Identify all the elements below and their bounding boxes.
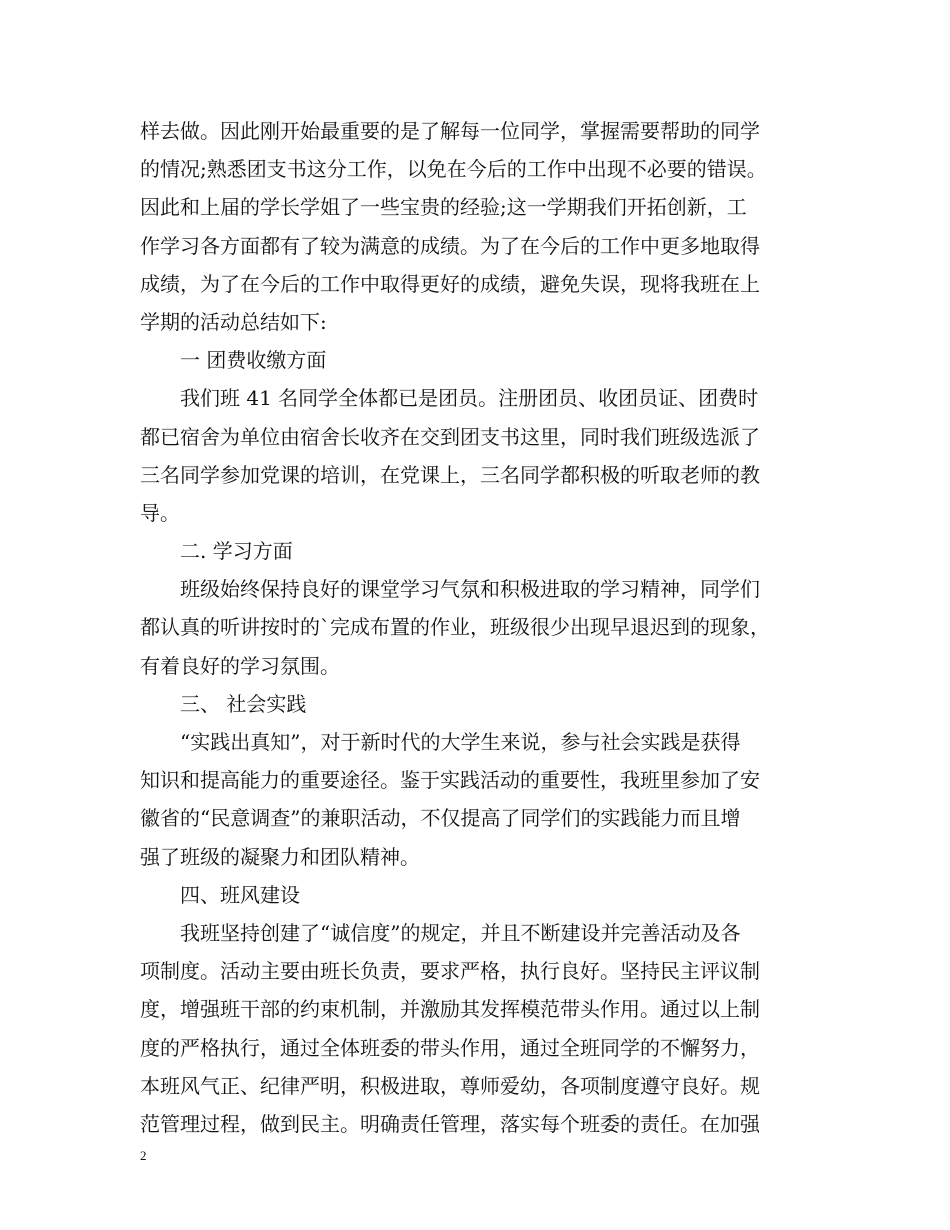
text-line: 知识和提高能力的重要途径。鉴于实践活动的重要性，我班里参加了安 <box>140 768 760 793</box>
text-line: 度，增强班干部的约束机制，并激励其发挥模范带头作用。通过以上制 <box>140 997 760 1022</box>
text-line: 导。 <box>140 500 180 525</box>
text-line: 学期的活动总结如下: <box>140 309 327 334</box>
text-line: 我们班 41 名同学全体都已是团员。注册团员、收团员证、团费时 <box>180 386 759 411</box>
text-line: 二. 学习方面 <box>180 539 293 564</box>
text-line: 成绩，为了在今后的工作中取得更好的成绩，避免失误，现将我班在上 <box>140 271 760 296</box>
text-line: 项制度。活动主要由班长负责，要求严格，执行良好。坚持民主评议制 <box>140 959 760 984</box>
text-line: 有着良好的学习氛围。 <box>140 653 340 678</box>
text-line: 三、 社会实践 <box>180 691 307 716</box>
text-line: 样去做。因此刚开始最重要的是了解每一位同学，掌握需要帮助的同学 <box>140 119 760 143</box>
text-line: 强了班级的凝聚力和团队精神。 <box>140 844 420 869</box>
text-line: 三名同学参加党课的培训，在党课上，三名同学都积极的听取老师的教 <box>140 462 760 487</box>
text-line: 因此和上届的学长学姐了一些宝贵的经验;这一学期我们开拓创新，工 <box>140 195 747 220</box>
text-line: 徽省的“民意调查”的兼职活动，不仅提高了同学们的实践能力而且增 <box>140 806 741 831</box>
text-line: 四、班风建设 <box>180 882 300 907</box>
text-line: 本班风气正、纪律严明，积极进取，尊师爱幼，各项制度遵守良好。规 <box>140 1073 760 1098</box>
text-line: 班级始终保持良好的课堂学习气氛和积极进取的学习精神，同学们 <box>180 577 760 602</box>
text-line: 的情况;熟悉团支书这分工作，以免在今后的工作中出现不必要的错误。 <box>140 157 767 182</box>
body-text <box>140 112 830 1143</box>
text-line: 作学习各方面都有了较为满意的成绩。为了在今后的工作中更多地取得 <box>140 233 760 258</box>
text-line: 都认真的听讲按时的`完成布置的作业，班级很少出现早退迟到的现象， <box>140 615 770 640</box>
text-line: 度的严格执行，通过全体班委的带头作用，通过全班同学的不懈努力， <box>140 1035 760 1060</box>
text-line: 都已宿舍为单位由宿舍长收齐在交到团支书这里，同时我们班级选派了 <box>140 424 760 449</box>
text-line: “实践出真知”，对于新时代的大学生来说，参与社会实践是获得 <box>180 730 741 754</box>
page-number: 2 <box>140 1148 147 1163</box>
text-line: 我班坚持创建了“诚信度”的规定，并且不断建设并完善活动及各 <box>180 920 741 945</box>
text-line: 范管理过程，做到民主。明确责任管理，落实每个班委的责任。在加强 <box>140 1111 760 1136</box>
text-line: 一 团费收缴方面 <box>180 348 327 373</box>
